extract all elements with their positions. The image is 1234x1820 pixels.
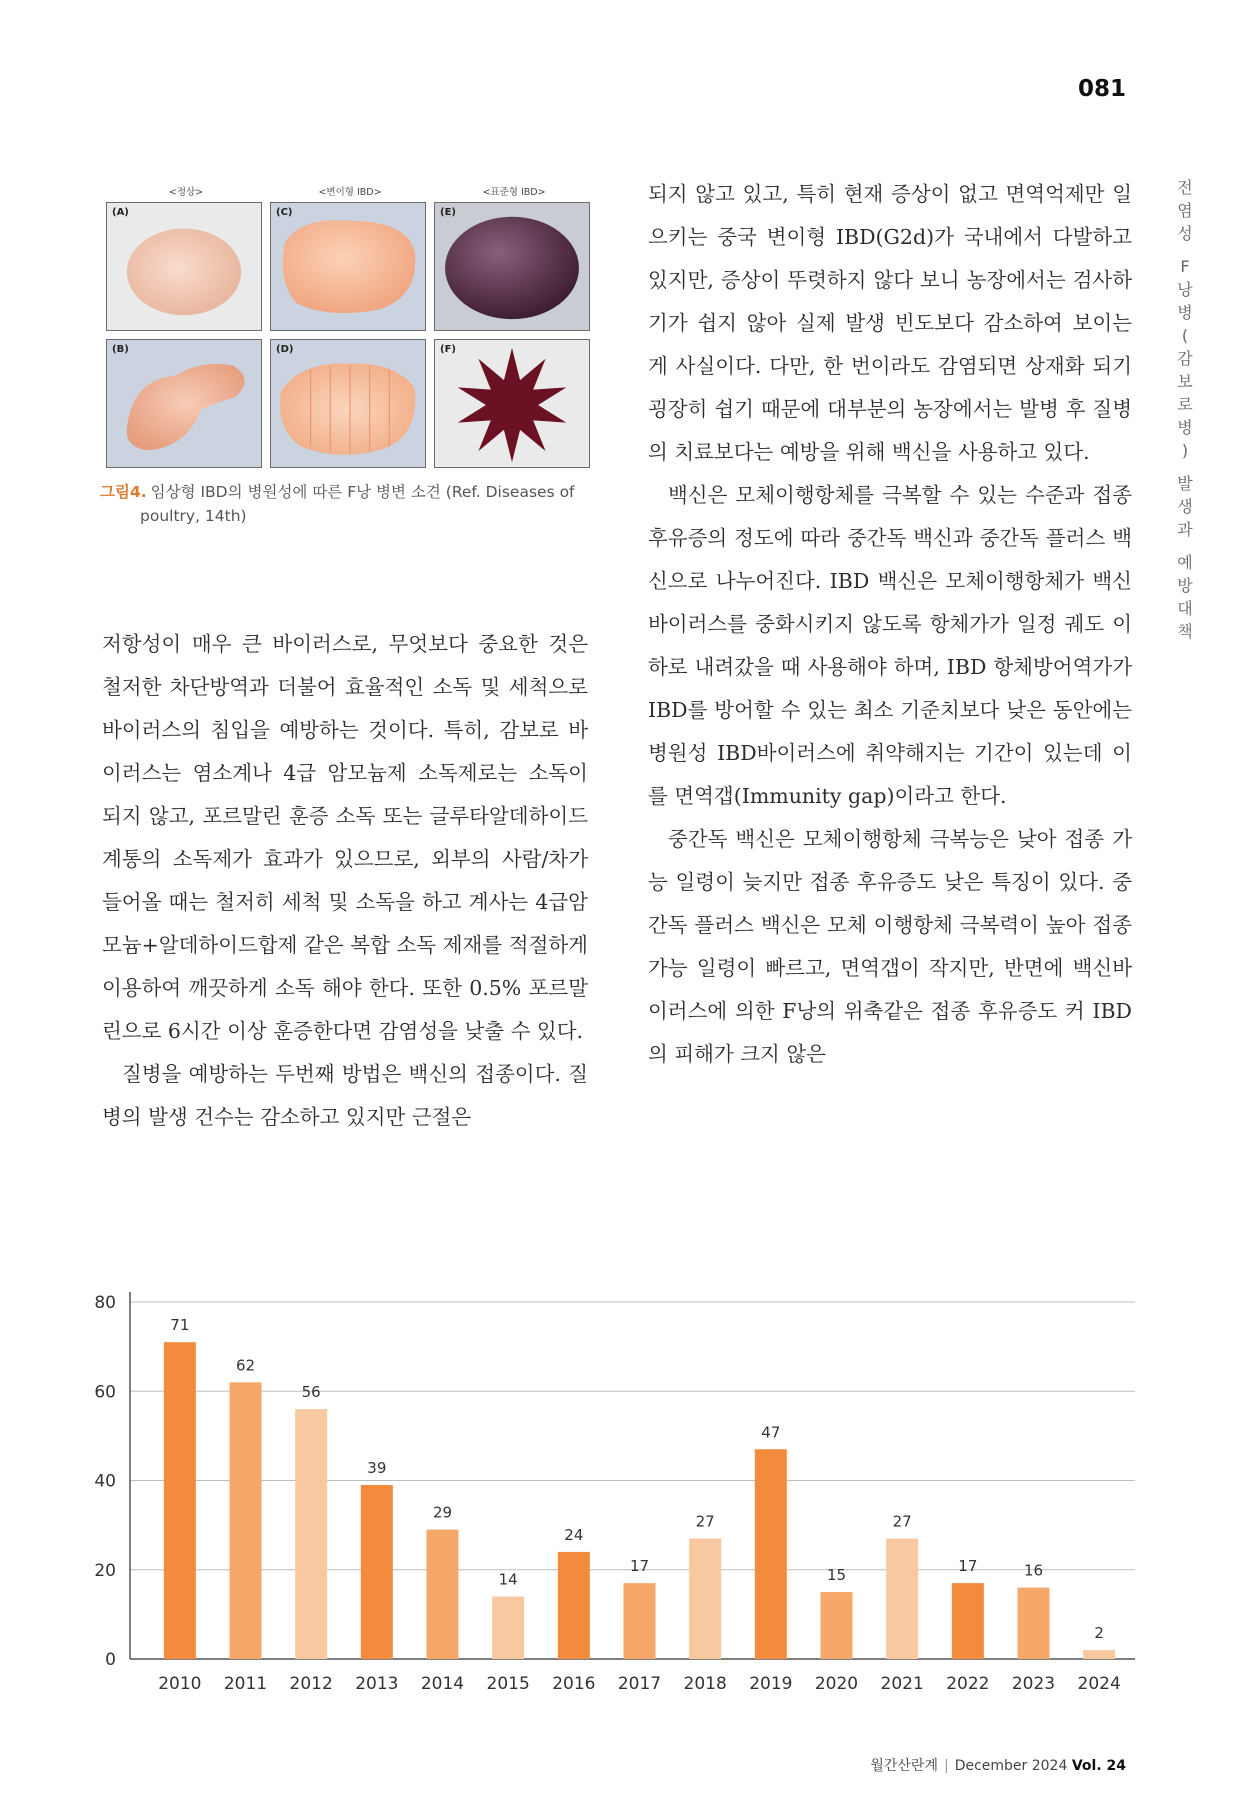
issue-date: December 2024 — [954, 1758, 1068, 1774]
left-paragraph-1: 저항성이 매우 큰 바이러스로, 무엇보다 중요한 것은 철저한 차단방역과 더불어 효율적인 소독 및 세척으로 바이러스의 침입을 예방하는 것이다. 특히, 감보로 바이러스는 염소계나 4급 암모늄제 소독제로는 소독이 되지 않고, 포르말린 훈증 소독 또는 글루타알데하이드 계통의 소독제가 효과가 있으므로, 외부의 사람/차가 들어올 때는 철저히 세척 및 소독을 하고 계사는 4급암모늄+알데하이드합제 같은 복합 소독 제재를 적절하게 이용하여 깨끗하게 소독 해야 한다. 또한 0.5% 포르말린으로 6시간 이상 훈증한다면 감염성을 낮출 수 있다. — [102, 632, 588, 1043]
header-standard-ibd: <표준형 IBD> — [482, 187, 546, 198]
y-tick-label: 80 — [94, 1293, 116, 1313]
data-label: 15 — [826, 1566, 847, 1585]
bar-2024 — [1083, 1650, 1115, 1659]
figure-panels — [106, 202, 590, 468]
data-label: 71 — [170, 1316, 190, 1335]
data-label: 56 — [301, 1383, 321, 1402]
header-normal: <정상> — [168, 187, 204, 198]
right-paragraph-1: 되지 않고 있고, 특히 현재 증상이 없고 면역억제만 일으키는 중국 변이형 IBD(G2d)가 국내에서 다발하고 있지만, 증상이 뚜렷하지 않다 보니 농장에서는 검사하기가 쉽지 않아 실제 발생 빈도보다 감소하여 보이는 게 사실이다. 다만, 한 번이라도 감염되면 상재화 되기 굉장히 쉽기 때문에 대부분의 농장에서는 발병 후 질병의 치료보다는 예방을 위해 백신을 사용하고 있다. — [648, 182, 1132, 464]
panel-label-d: (D) — [276, 344, 294, 355]
standard-bursa-image — [435, 203, 589, 330]
x-tick-label: 2011 — [223, 1674, 268, 1694]
bar-2015 — [492, 1597, 524, 1659]
side-title-char: 대 — [1177, 599, 1193, 618]
bar-2018 — [689, 1539, 721, 1659]
data-label: 27 — [695, 1512, 715, 1531]
header-variant-ibd: <변이형 IBD> — [318, 187, 382, 198]
side-title-char: 생 — [1177, 497, 1193, 516]
side-title-char: 보 — [1177, 372, 1193, 391]
variant-bursa-image — [271, 203, 425, 330]
x-tick-label: 2014 — [420, 1674, 465, 1694]
y-tick-label: 60 — [94, 1382, 116, 1403]
data-label: 2 — [1094, 1624, 1104, 1643]
panel-f — [434, 339, 590, 468]
x-tick-label: 2024 — [1077, 1674, 1121, 1694]
data-label: 24 — [564, 1525, 584, 1544]
panel-a — [106, 202, 262, 331]
panel-b — [106, 339, 262, 468]
panel-c — [270, 202, 426, 331]
right-paragraph-3: 중간독 백신은 모체이행항체 극복능은 낮아 접종 가능 일령이 늦지만 접종 후유증도 낮은 특징이 있다. 중간독 플러스 백신은 모체 이행항체 극복력이 높아 접종 가능 일령이 빠르고, 면역갭이 작지만, 반면에 백신바이러스에 의한 F낭의 위축같은 접종 후유증도 커 IBD의 피해가 크지 않은 — [648, 827, 1132, 1066]
normal-bursa-image — [107, 203, 261, 330]
y-tick-label: 20 — [94, 1560, 116, 1581]
bar-2016 — [558, 1552, 590, 1659]
x-tick-label: 2018 — [683, 1674, 727, 1694]
page-number: 081 — [1077, 76, 1126, 102]
side-title-char: ) — [1181, 441, 1189, 460]
figure — [100, 178, 580, 355]
data-label: 17 — [629, 1557, 650, 1576]
left-column — [102, 623, 588, 1139]
figure-headers — [100, 178, 580, 200]
y-tick-label: 40 — [94, 1471, 116, 1492]
bar-2011 — [230, 1382, 262, 1659]
side-title-char: 전 — [1177, 178, 1193, 197]
footer — [870, 1755, 1126, 1775]
bar-2010 — [164, 1342, 196, 1659]
left-paragraph-2: 질병을 예방하는 두번째 방법은 백신의 접종이다. 질병의 발생 건수는 감소하고 있지만 근절은 — [102, 1062, 588, 1129]
bar-2023 — [1018, 1588, 1050, 1659]
x-tick-label: 2010 — [158, 1674, 202, 1694]
bar-2014 — [427, 1530, 459, 1659]
x-tick-label: 2017 — [617, 1674, 662, 1694]
data-label: 39 — [367, 1458, 387, 1477]
bar-chart — [94, 1260, 1145, 1694]
side-title-char: 발 — [1177, 474, 1193, 493]
normal-bursa-cut-image — [107, 340, 261, 467]
panel-label-b: (B) — [112, 344, 129, 355]
x-tick-label: 2016 — [552, 1674, 596, 1694]
variant-bursa-cut-image — [271, 340, 425, 467]
side-title-char: 감 — [1177, 349, 1193, 368]
bar-2019 — [755, 1449, 787, 1659]
x-tick-label: 2021 — [880, 1674, 924, 1694]
x-tick-label: 2019 — [749, 1674, 793, 1694]
data-label: 16 — [1023, 1561, 1044, 1580]
data-label: 27 — [892, 1512, 912, 1531]
x-tick-label: 2022 — [946, 1674, 990, 1694]
data-label: 62 — [235, 1356, 256, 1375]
right-paragraph-2: 백신은 모체이행항체를 극복할 수 있는 수준과 접종 후유증의 정도에 따라 중간독 백신과 중간독 플러스 백신으로 나누어진다. IBD 백신은 모체이행항체가 백신바이러스를 중화시키지 않도록 항체가가 일정 궤도 이하로 내려갔을 때 사용해야 하며, IBD 항체방어역가가 IBD를 방어할 수 있는 최소 기준치보다 낮은 동안에는 병원성 IBD바이러스에 취약해지는 기간이 있는데 이를 면역갭(Immunity gap)이라고 한다. — [648, 483, 1132, 808]
standard-bursa-cut-image — [435, 340, 589, 467]
bar-2021 — [886, 1539, 918, 1659]
side-title-char: 방 — [1177, 576, 1193, 595]
x-tick-label: 2020 — [814, 1674, 859, 1694]
data-label: 14 — [498, 1570, 518, 1589]
bar-2017 — [624, 1583, 656, 1659]
side-title-char: 과 — [1177, 520, 1193, 539]
panel-label-a: (A) — [112, 207, 129, 218]
side-title-char: 성 — [1177, 224, 1193, 243]
footer-separator: | — [943, 1758, 949, 1774]
data-label: 17 — [958, 1557, 978, 1576]
side-title-char: 병 — [1177, 303, 1193, 322]
caption-label: 그림4. — [100, 483, 147, 501]
panel-label-c: (C) — [276, 207, 293, 218]
panel-e — [434, 202, 590, 331]
bar-2020 — [821, 1592, 853, 1659]
side-title-char: ( — [1181, 326, 1189, 345]
side-title-char: 염 — [1177, 201, 1193, 220]
caption-line-2: poultry, 14th) — [140, 507, 247, 525]
chart-svg — [94, 1260, 1145, 1694]
panel-label-f: (F) — [440, 344, 456, 355]
side-title-char: F — [1180, 257, 1190, 276]
bar-2022 — [952, 1583, 984, 1659]
side-title-char: 예 — [1177, 553, 1193, 572]
side-title-char: 로 — [1177, 395, 1193, 414]
y-tick-label: 0 — [105, 1650, 116, 1670]
side-title-char: 책 — [1177, 622, 1193, 641]
right-column — [648, 173, 1132, 1076]
x-tick-label: 2012 — [289, 1674, 333, 1694]
panel-label-e: (E) — [440, 207, 456, 218]
figure-caption — [100, 480, 600, 528]
side-title-char: 낭 — [1177, 280, 1193, 299]
bar-2013 — [361, 1485, 393, 1659]
bar-2012 — [295, 1409, 327, 1659]
caption-line-1: 임상형 IBD의 병원성에 따른 F낭 병변 소견 (Ref. Diseases of — [150, 483, 575, 501]
panel-d — [270, 339, 426, 468]
publication-name: 월간산란계 — [870, 1758, 938, 1774]
data-label: 47 — [761, 1423, 781, 1442]
x-tick-label: 2023 — [1011, 1674, 1056, 1694]
side-title — [1170, 176, 1200, 643]
data-label: 29 — [432, 1503, 453, 1522]
x-tick-label: 2015 — [486, 1674, 530, 1694]
x-tick-label: 2013 — [355, 1674, 399, 1694]
side-title-char: 병 — [1177, 418, 1193, 437]
volume-number: Vol. 24 — [1071, 1758, 1126, 1774]
